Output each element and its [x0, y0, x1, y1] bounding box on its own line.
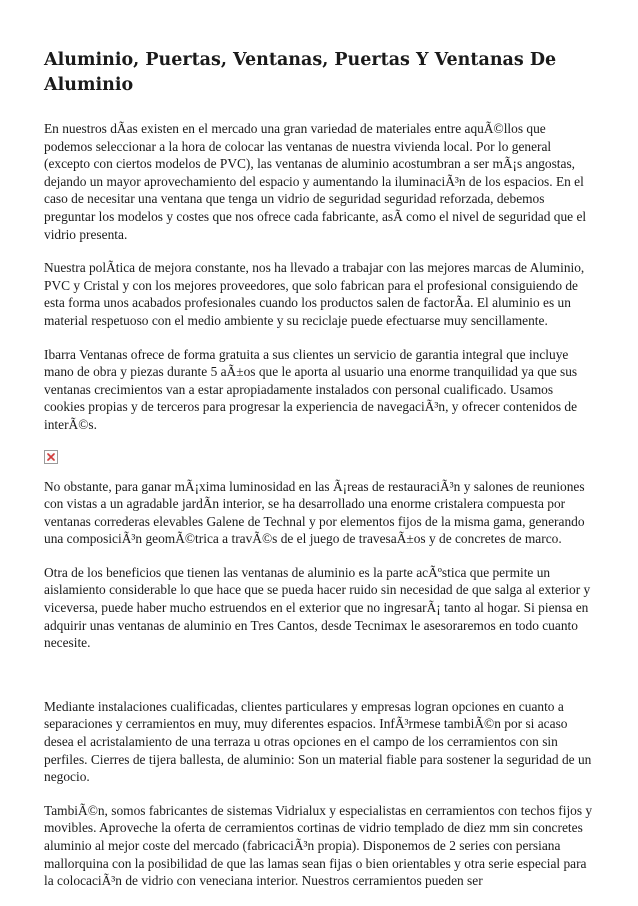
- paragraph-4: No obstante, para ganar mÃ¡xima luminosidad en las Ã¡reas de restauraciÃ³n y salones de reuniones con vistas a un agradable jardÃn interior, se ha desarrollado una enorme cristalera compuesta por ventanas correderas elevables Galene de Technal y por elementos fijos de la misma gama, generando una composiciÃ³n geomÃ©trica a travÃ©s de el juego de travesaÃ±os y de concretes de marco.: [44, 478, 585, 547]
- document-title: Aluminio, Puertas, Ventanas, Puertas Y Ventanas De Aluminio: [44, 50, 557, 95]
- blank-gap: [44, 668, 596, 698]
- document-page: [44, 48, 596, 906]
- paragraph-5: Otra de los beneficios que tienen las ventanas de aluminio es la parte acÃºstica que permite un aislamiento considerable lo que hace que se pueda hacer ruido sin necesidad de que salga al exterior y viceversa, puede haber mucho estruendos en el exterior que no ingresarÃ¡ tanto al hogar. Si piensa en adquirir unas ventanas de aluminio en Tres Cantos, desde Tecnimax le asesoraremos en todo cuanto necesite.: [44, 564, 591, 651]
- broken-image-x-icon: [47, 453, 55, 461]
- broken-image-icon: [44, 450, 58, 464]
- paragraph-1: En nuestros dÃas existen en el mercado una gran variedad de materiales entre aquÃ©llos que podemos seleccionar a la hora de colocar las ventanas de nuestra vivienda local. Por lo general (excepto con ciertos modelos de PVC), las ventanas de aluminio acostumbran a ser mÃ¡s angostas, dejando un mayor aprovechamiento del espacio y aumentando la iluminaciÃ³n de los espacios. En el caso de necesitar una ventana que tenga un vidrio de seguridad seguridad reforzada, debemos preguntar los modelos y costes que nos ofrece cada fabricante, asÃ como el nivel de seguridad que el vidrio presenta.: [44, 121, 587, 242]
- paragraph-3: Ibarra Ventanas ofrece de forma gratuita a sus clientes un servicio de garantia integral que incluye mano de obra y piezas durante 5 aÃ±os que le aporta al usuario una enorme tranquilidad ya que sus ventanas crecimientos van a estar apropiadamente instalados con personal cualificado. Usamos cookies propias y de terceros para progresar la experiencia de navegaciÃ³n, y ofrecer contenidos de interÃ©s.: [44, 346, 578, 432]
- paragraph-2: Nuestra polÃtica de mejora constante, nos ha llevado a trabajar con las mejores marcas de Aluminio, PVC y Cristal y con los mejores proveedores, que solo fabrican para el profesional consiguiendo de esta forma unos acabados profesionales cuando los productos salen de factorÃa. El aluminio es un material respetuoso con el medio ambiente y su reciclaje puede efectuarse muy sencillamente.: [44, 260, 585, 328]
- paragraph-6: Mediante instalaciones cualificadas, clientes particulares y empresas logran opciones en cuanto a separaciones y cerramientos en muy, muy diferentes espacios. InfÃ³rmese tambiÃ©n por si acaso desea el acristalamiento de una terraza u otras opciones en el campo de los cerramientos con sin perfiles. Cierres de tijera ballesta, de aluminio: Son un material fiable para sostener la seguridad de un negocio.: [44, 698, 592, 785]
- paragraph-7: TambiÃ©n, somos fabricantes de sistemas Vidrialux y especialistas en cerramientos con techos fijos y movibles. Aproveche la oferta de cerramientos cortinas de vidrio templado de diez mm sin concretes aluminio al mejor coste del mercado (fabricaciÃ³n propia). Disponemos de 2 series con persiana mallorquina con la posibilidad de que las lamas sean fijas o bien orientables y otra serie especial para la colocaciÃ³n de vidrio con veneciana interior. Nuestros cerramientos pueden ser: [44, 802, 593, 889]
